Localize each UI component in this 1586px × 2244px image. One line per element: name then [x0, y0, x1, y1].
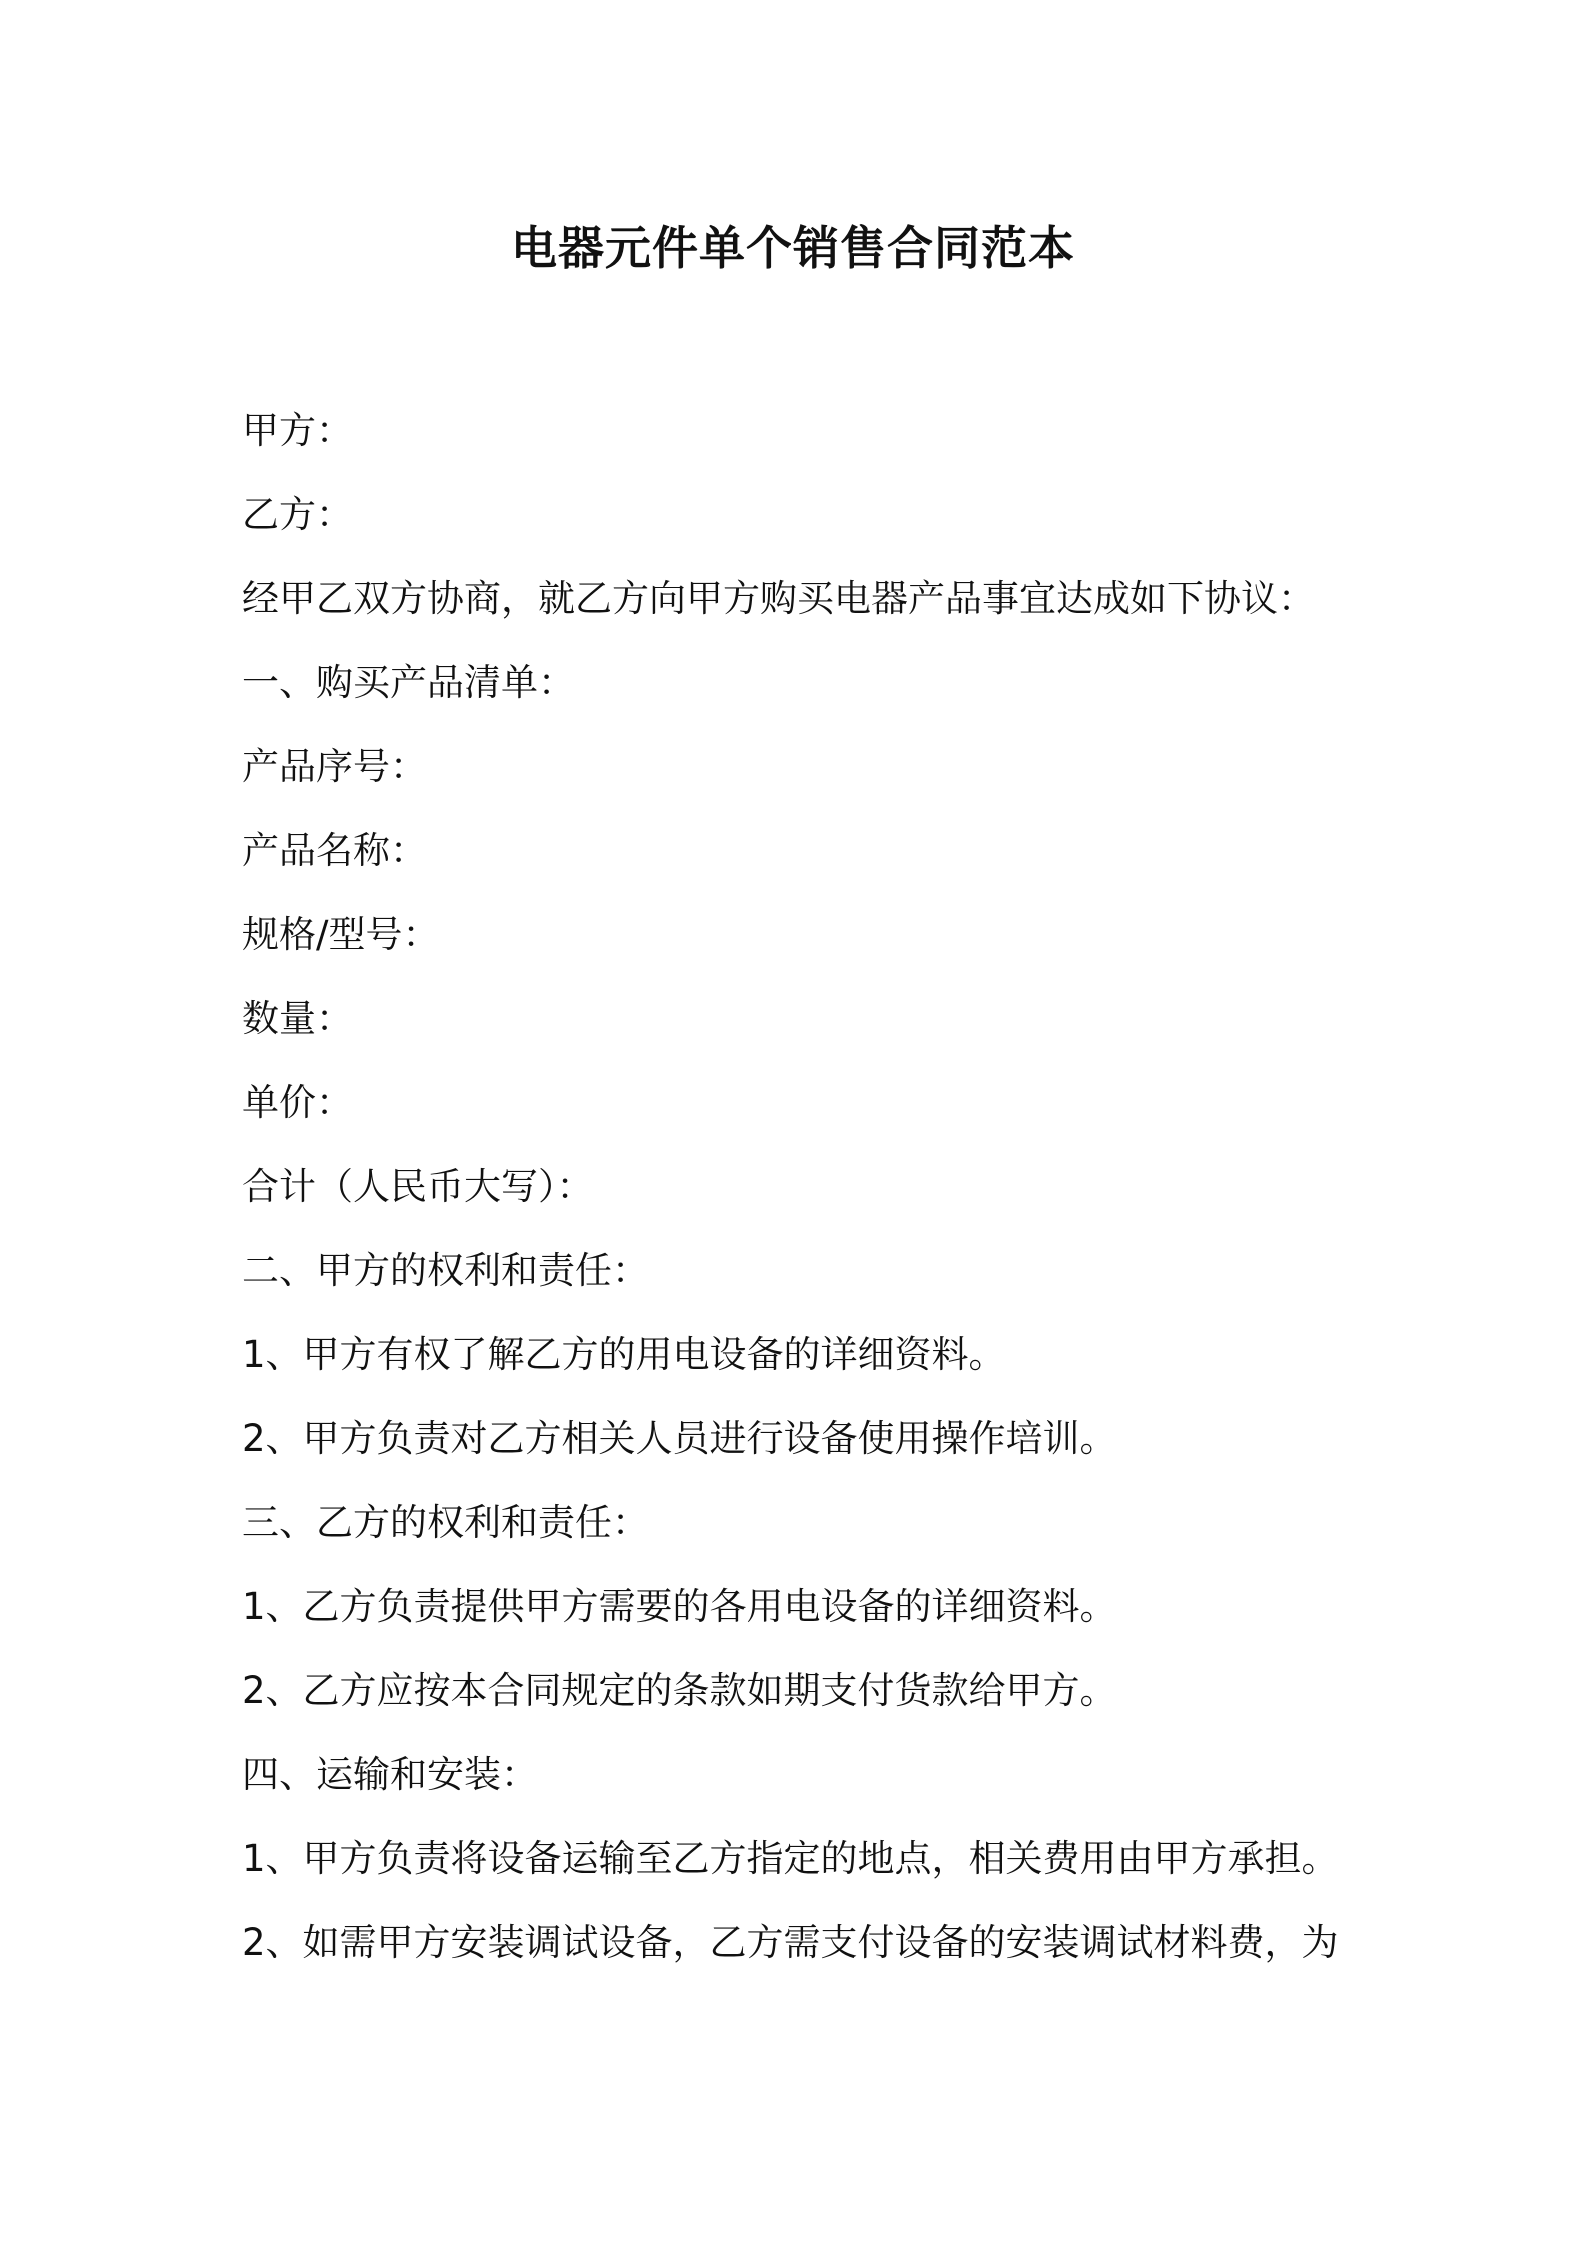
product-name-field: 产品名称：: [242, 829, 427, 872]
product-serial-field: 产品序号：: [242, 745, 427, 788]
party-a-label: 甲方：: [242, 409, 353, 452]
clause-2-2: 2、甲方负责对乙方相关人员进行设备使用操作培训。: [242, 1417, 1117, 1460]
clause-2-1: 1、甲方有权了解乙方的用电设备的详细资料。: [242, 1333, 1006, 1376]
total-field: 合计（人民币大写）：: [242, 1165, 594, 1208]
clause-3-1: 1、乙方负责提供甲方需要的各用电设备的详细资料。: [242, 1585, 1117, 1628]
agreement-intro: 经甲乙双方协商，就乙方向甲方购买电器产品事宜达成如下协议：: [242, 577, 1315, 620]
section-2-heading: 二、甲方的权利和责任：: [242, 1249, 649, 1292]
clause-4-1: 1、甲方负责将设备运输至乙方指定的地点，相关费用由甲方承担。: [242, 1837, 1339, 1880]
document-title: 电器元件单个销售合同范本: [511, 221, 1075, 275]
quantity-field: 数量：: [242, 997, 353, 1040]
section-1-heading: 一、购买产品清单：: [242, 661, 575, 704]
unit-price-field: 单价：: [242, 1081, 353, 1124]
clause-4-2: 2、如需甲方安装调试设备，乙方需支付设备的安装调试材料费，为: [242, 1921, 1339, 1964]
section-3-heading: 三、乙方的权利和责任：: [242, 1501, 649, 1544]
section-4-heading: 四、运输和安装：: [242, 1753, 538, 1796]
spec-model-field: 规格/型号：: [242, 913, 440, 956]
clause-3-2: 2、乙方应按本合同规定的条款如期支付货款给甲方。: [242, 1669, 1117, 1712]
party-b-label: 乙方：: [242, 493, 353, 536]
